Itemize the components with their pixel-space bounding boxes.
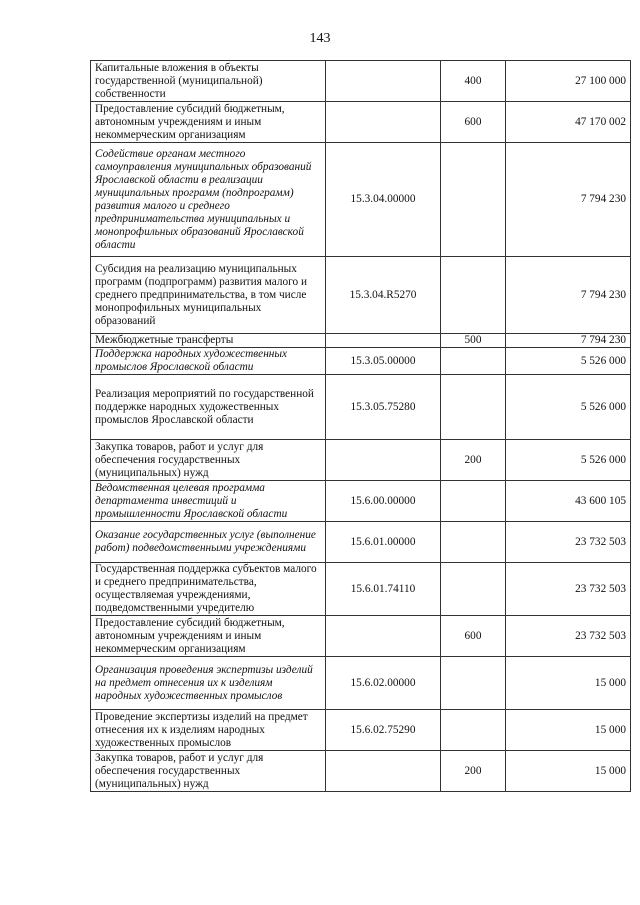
row-name-cell: Государственная поддержка субъектов малого и среднего предпринимательства, осуществляемая учреждениями, подведомственными учредителю xyxy=(91,563,326,616)
table-row xyxy=(91,257,631,334)
row-name-cell: Предоставление субсидий бюджетным, автономным учреждениям и иным некоммерческим организациям xyxy=(91,102,326,143)
row-amount-cell: 5 526 000 xyxy=(506,375,631,440)
row-name-cell: Закупка товаров, работ и услуг для обеспечения государственных (муниципальных) нужд xyxy=(91,751,326,792)
row-expense-type-cell xyxy=(441,710,506,751)
row-code-cell: 15.3.04.R5270 xyxy=(326,257,441,334)
table-row xyxy=(91,751,631,792)
row-expense-type-cell: 200 xyxy=(441,751,506,792)
row-code-cell: 15.6.01.74110 xyxy=(326,563,441,616)
row-name-cell: Оказание государственных услуг (выполнение работ) подведомственными учреждениями xyxy=(91,522,326,563)
row-code-cell xyxy=(326,334,441,348)
row-expense-type-cell xyxy=(441,257,506,334)
page-number: 143 xyxy=(309,31,331,46)
row-expense-type-cell: 400 xyxy=(441,61,506,102)
row-code-cell: 15.6.02.75290 xyxy=(326,710,441,751)
table-row xyxy=(91,334,631,348)
row-name-cell: Проведение экспертизы изделий на предмет отнесения их к изделиям народных художественных промыслов xyxy=(91,710,326,751)
row-code-cell: 15.6.01.00000 xyxy=(326,522,441,563)
row-amount-cell: 27 100 000 xyxy=(506,61,631,102)
row-code-cell xyxy=(326,751,441,792)
table-row xyxy=(91,710,631,751)
row-code-cell xyxy=(326,616,441,657)
row-code-cell: 15.3.05.00000 xyxy=(326,348,441,375)
row-name-cell: Реализация мероприятий по государственной поддержке народных художественных промыслов Ярославской области xyxy=(91,375,326,440)
row-name-cell: Закупка товаров, работ и услуг для обеспечения государственных (муниципальных) нужд xyxy=(91,440,326,481)
table-row xyxy=(91,440,631,481)
row-amount-cell: 23 732 503 xyxy=(506,563,631,616)
row-code-cell: 15.6.00.00000 xyxy=(326,481,441,522)
row-amount-cell: 7 794 230 xyxy=(506,257,631,334)
table-row xyxy=(91,375,631,440)
row-amount-cell: 7 794 230 xyxy=(506,334,631,348)
table-row xyxy=(91,563,631,616)
row-name-cell: Субсидия на реализацию муниципальных программ (подпрограмм) развития малого и среднего предпринимательства, в том числе монопрофильных муниципальных образований xyxy=(91,257,326,334)
budget-table xyxy=(90,60,631,792)
row-code-cell: 15.6.02.00000 xyxy=(326,657,441,710)
row-amount-cell: 5 526 000 xyxy=(506,440,631,481)
row-expense-type-cell xyxy=(441,348,506,375)
table-row xyxy=(91,102,631,143)
row-name-cell: Поддержка народных художественных промыслов Ярославской области xyxy=(91,348,326,375)
row-amount-cell: 15 000 xyxy=(506,657,631,710)
row-expense-type-cell: 200 xyxy=(441,440,506,481)
row-amount-cell: 5 526 000 xyxy=(506,348,631,375)
row-amount-cell: 23 732 503 xyxy=(506,616,631,657)
row-name-cell: Межбюджетные трансферты xyxy=(91,334,326,348)
row-code-cell xyxy=(326,61,441,102)
row-expense-type-cell xyxy=(441,143,506,257)
row-name-cell: Ведомственная целевая программа департамента инвестиций и промышленности Ярославской области xyxy=(91,481,326,522)
row-name-cell: Содействие органам местного самоуправления муниципальных образований Ярославской области в реализации муниципальных программ (подпрограмм) развития малого и среднего предпринимательства муниципальных и монопрофильных образований Ярославской области xyxy=(91,143,326,257)
row-expense-type-cell: 600 xyxy=(441,616,506,657)
row-amount-cell: 43 600 105 xyxy=(506,481,631,522)
row-name-cell: Капитальные вложения в объекты государственной (муниципальной) собственности xyxy=(91,61,326,102)
row-expense-type-cell xyxy=(441,522,506,563)
row-amount-cell: 15 000 xyxy=(506,751,631,792)
row-code-cell: 15.3.05.75280 xyxy=(326,375,441,440)
row-amount-cell: 23 732 503 xyxy=(506,522,631,563)
table-row xyxy=(91,657,631,710)
row-expense-type-cell xyxy=(441,563,506,616)
row-code-cell xyxy=(326,102,441,143)
table-row xyxy=(91,143,631,257)
table-row xyxy=(91,481,631,522)
budget-table-body xyxy=(91,61,631,792)
table-row xyxy=(91,616,631,657)
row-expense-type-cell: 500 xyxy=(441,334,506,348)
row-expense-type-cell xyxy=(441,481,506,522)
table-row xyxy=(91,61,631,102)
row-name-cell: Организация проведения экспертизы изделий на предмет отнесения их к изделиям народных художественных промыслов xyxy=(91,657,326,710)
row-amount-cell: 7 794 230 xyxy=(506,143,631,257)
row-name-cell: Предоставление субсидий бюджетным, автономным учреждениям и иным некоммерческим организациям xyxy=(91,616,326,657)
table-row xyxy=(91,522,631,563)
row-amount-cell: 47 170 002 xyxy=(506,102,631,143)
table-row xyxy=(91,348,631,375)
row-amount-cell: 15 000 xyxy=(506,710,631,751)
row-expense-type-cell: 600 xyxy=(441,102,506,143)
row-expense-type-cell xyxy=(441,657,506,710)
row-code-cell xyxy=(326,440,441,481)
row-code-cell: 15.3.04.00000 xyxy=(326,143,441,257)
row-expense-type-cell xyxy=(441,375,506,440)
